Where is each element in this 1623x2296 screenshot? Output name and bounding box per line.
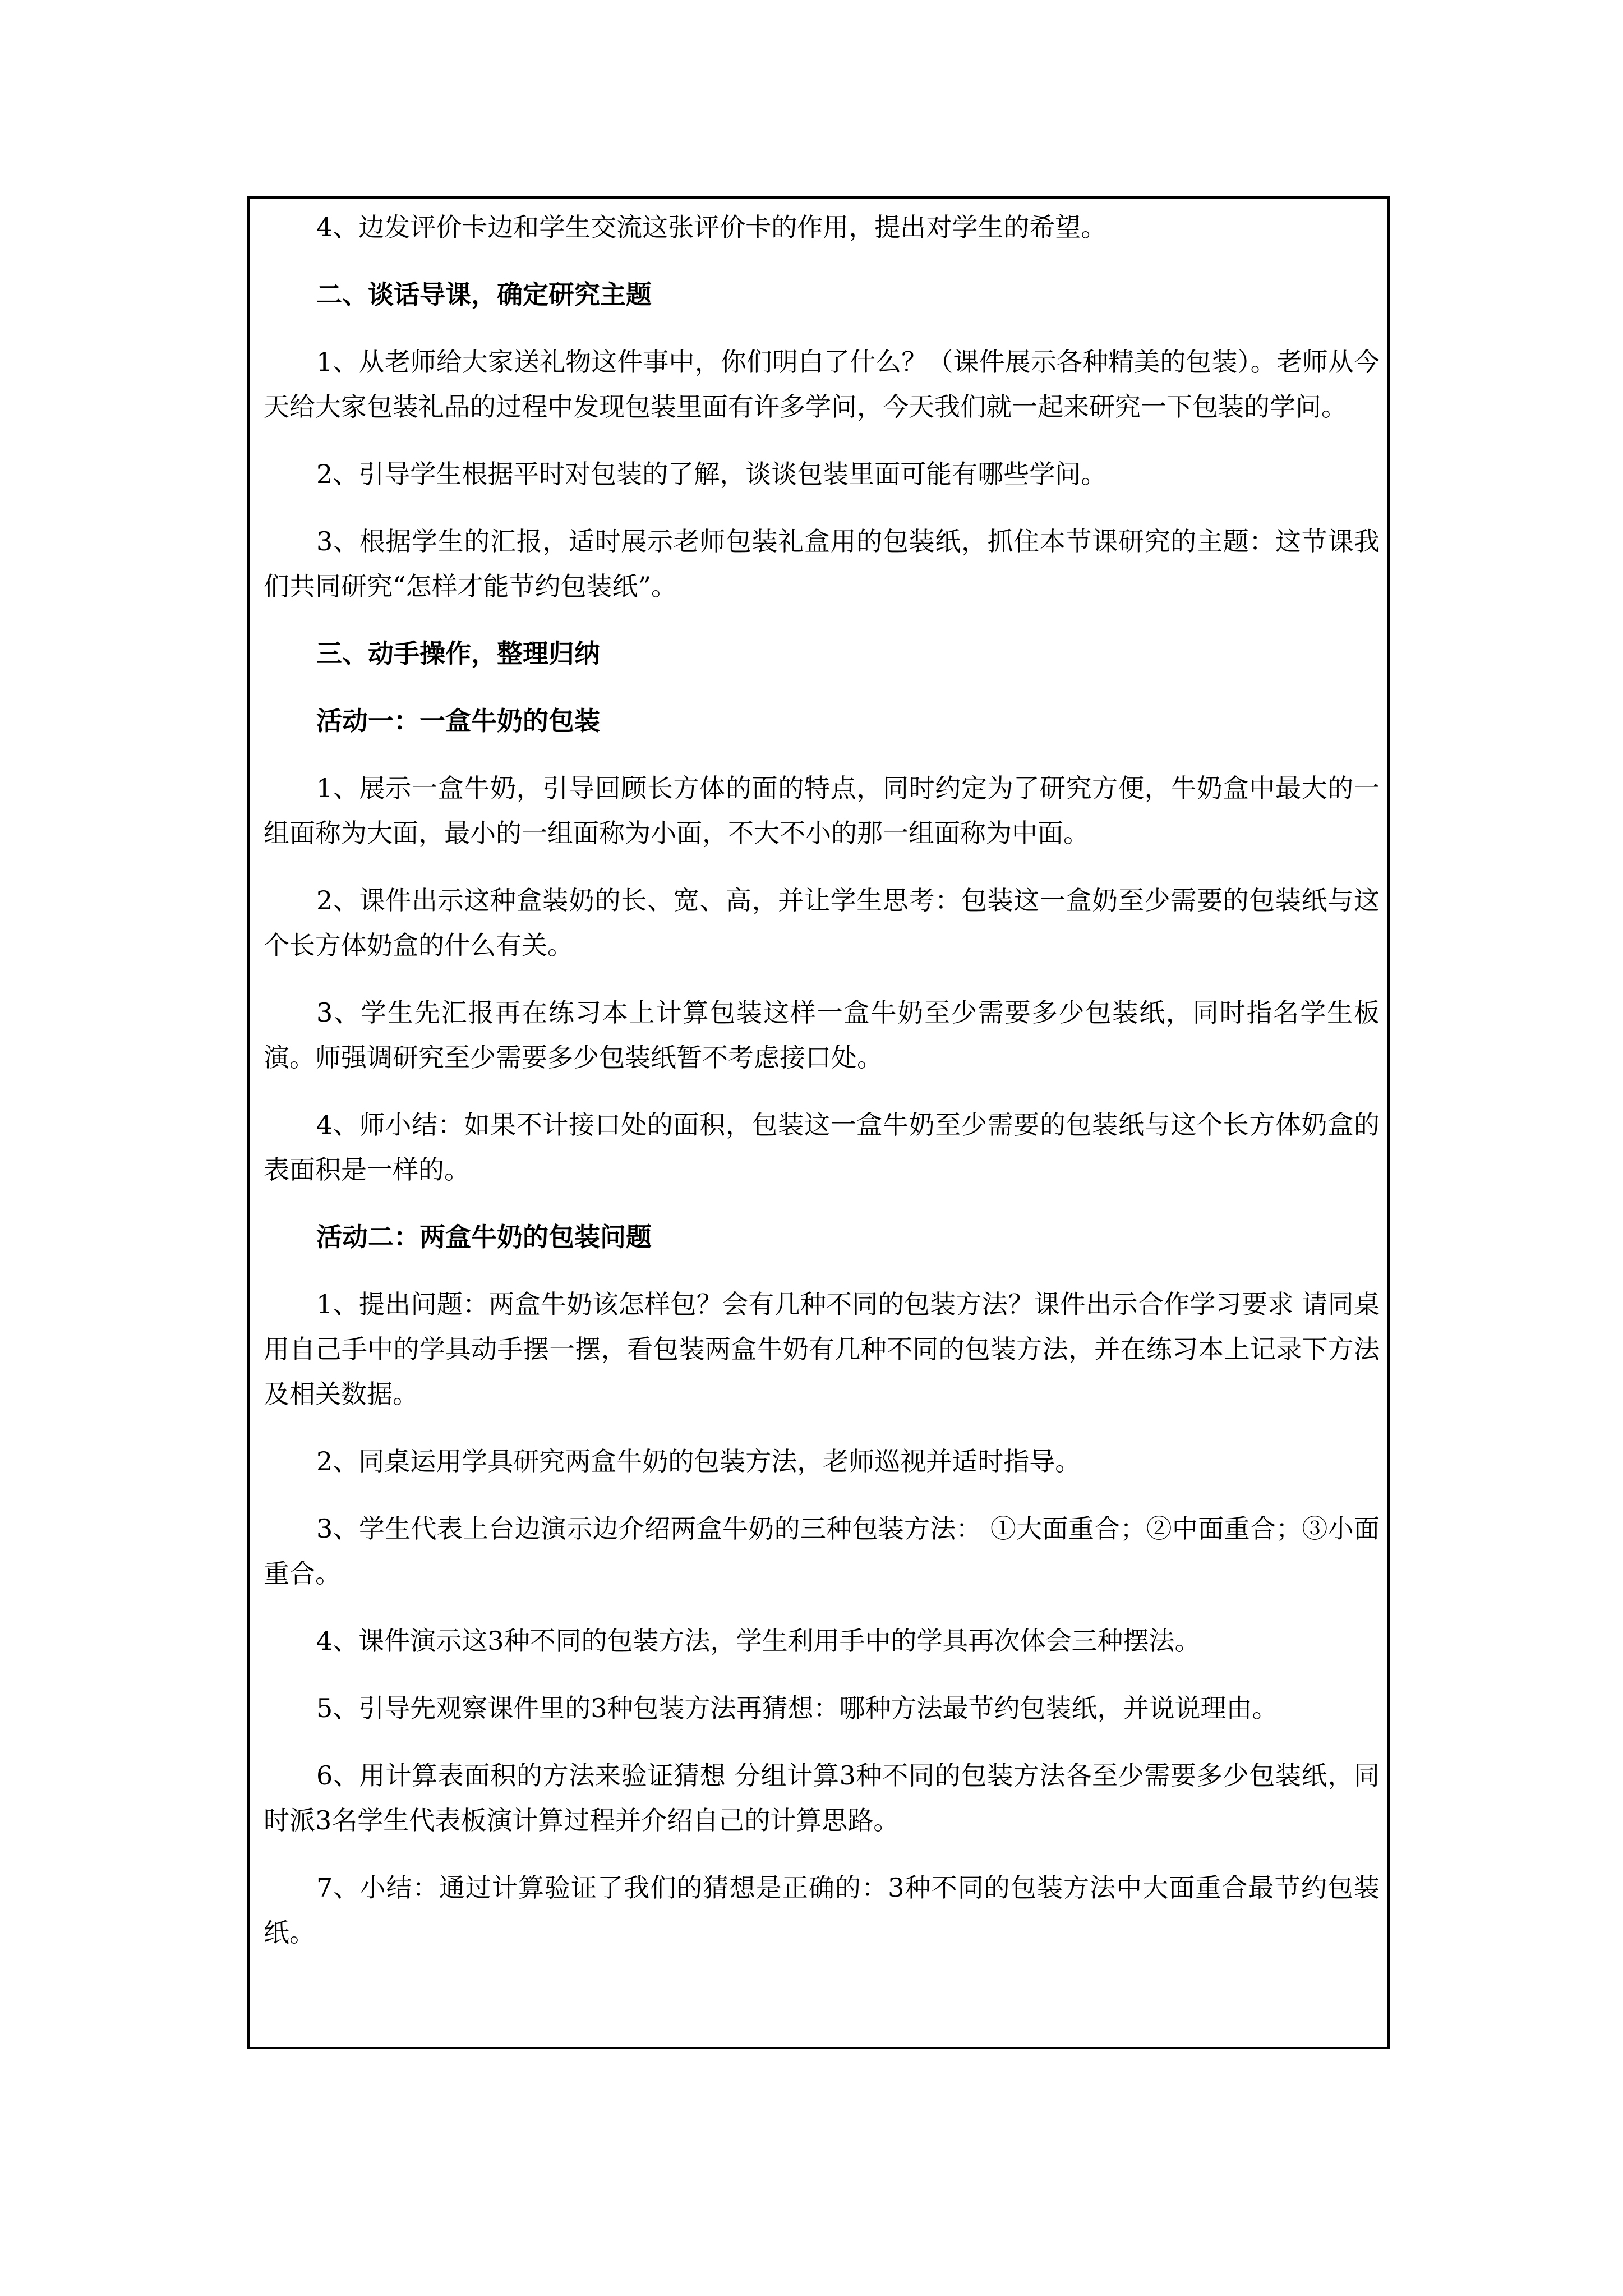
paragraph-activity-1-step-2: 2、课件出示这种盒装奶的长、宽、高，并让学生思考：包装这一盒奶至少需要的包装纸与这个长方体奶盒的什么有关。 — [264, 885, 1380, 960]
paragraph-activity-2-step-1: 1、提出问题：两盒牛奶该怎样包？会有几种不同的包装方法？课件出示合作学习要求 请同桌用自己手中的学具动手摆一摆，看包装两盒牛奶有几种不同的包装方法，并在练习本上记录下方法及相关数据。 — [264, 1289, 1380, 1409]
paragraph-activity-2-step-6: 6、用计算表面积的方法来验证猜想 分组计算3种不同的包装方法各至少需要多少包装纸，同时派3名学生代表板演计算过程并介绍自己的计算思路。 — [264, 1760, 1380, 1835]
paragraph-gift-question: 1、从老师给大家送礼物这件事中，你们明白了什么？（课件展示各种精美的包装）。老师从今天给大家包装礼品的过程中发现包装里面有许多学问，今天我们就一起来研究一下包装的学问。 — [264, 347, 1380, 422]
paragraph-activity-1-step-3: 3、学生先汇报再在练习本上计算包装这样一盒牛奶至少需要多少包装纸，同时指名学生板演。师强调研究至少需要多少包装纸暂不考虑接口处。 — [264, 997, 1380, 1073]
paragraph-research-topic: 3、根据学生的汇报，适时展示老师包装礼盒用的包装纸，抓住本节课研究的主题：这节课我们共同研究“怎样才能节约包装纸”。 — [264, 526, 1380, 601]
document-body — [264, 196, 1380, 1955]
paragraph-activity-2-step-3: 3、学生代表上台边演示边介绍两盒牛奶的三种包装方法： ①大面重合；②中面重合；③小面重合。 — [264, 1513, 1380, 1589]
heading-section-3: 三、动手操作，整理归纳 — [316, 638, 600, 669]
paragraph-activity-2-step-2: 2、同桌运用学具研究两盒牛奶的包装方法，老师巡视并适时指导。 — [316, 1446, 1081, 1476]
paragraph-activity-2-step-5: 5、引导先观察课件里的3种包装方法再猜想：哪种方法最节约包装纸，并说说理由。 — [316, 1693, 1278, 1723]
heading-activity-2: 活动二：两盒牛奶的包装问题 — [316, 1222, 652, 1252]
paragraph-activity-2-summary: 7、小结：通过计算验证了我们的猜想是正确的：3种不同的包装方法中大面重合最节约包装纸。 — [264, 1872, 1380, 1948]
paragraph-activity-1-step-4: 4、师小结：如果不计接口处的面积，包装这一盒牛奶至少需要的包装纸与这个长方体奶盒的表面积是一样的。 — [264, 1110, 1380, 1185]
heading-activity-1: 活动一：一盒牛奶的包装 — [316, 706, 600, 736]
paragraph-activity-2-step-4: 4、课件演示这3种不同的包装方法，学生利用手中的学具再次体会三种摆法。 — [316, 1626, 1201, 1656]
paragraph-guide-discussion: 2、引导学生根据平时对包装的了解，谈谈包装里面可能有哪些学问。 — [316, 459, 1107, 489]
paragraph-evaluation-card: 4、边发评价卡边和学生交流这张评价卡的作用，提出对学生的希望。 — [316, 212, 1107, 242]
paragraph-activity-1-step-1: 1、展示一盒牛奶，引导回顾长方体的面的特点，同时约定为了研究方便，牛奶盒中最大的一组面称为大面，最小的一组面称为小面，不大不小的那一组面称为中面。 — [264, 773, 1380, 848]
heading-section-2: 二、谈话导课，确定研究主题 — [316, 279, 652, 310]
